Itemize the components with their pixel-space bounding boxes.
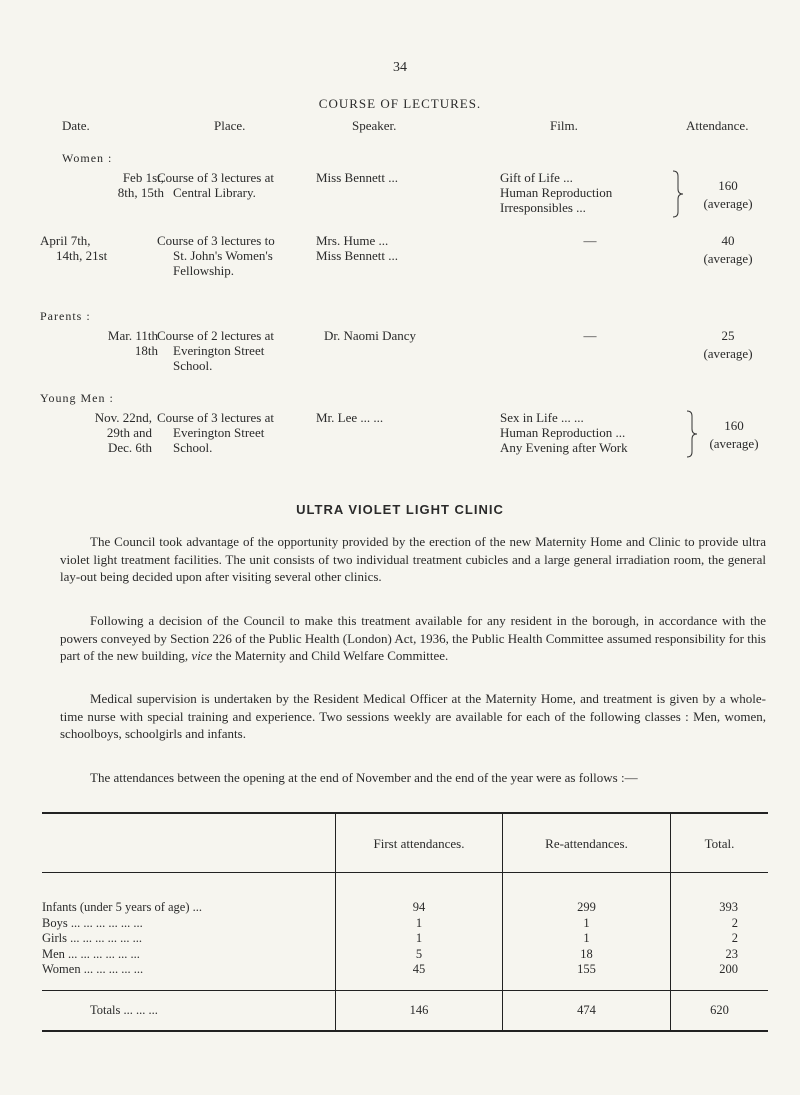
header-speaker: Speaker. xyxy=(352,118,397,133)
header-date: Date. xyxy=(62,118,90,133)
clinic-title: ULTRA VIOLET LIGHT CLINIC xyxy=(296,502,504,517)
first-attendances-column xyxy=(336,900,502,978)
date-line: Dec. 6th xyxy=(107,440,152,455)
place-line: Course of 3 lectures to xyxy=(157,233,275,248)
table-cell: 200 xyxy=(719,962,738,977)
film-line: Any Evening after Work xyxy=(500,440,628,455)
paragraph-italic: vice xyxy=(191,648,213,663)
date-line: Nov. 22nd, xyxy=(94,410,152,425)
table-header-rule xyxy=(42,872,768,873)
entry-film xyxy=(500,410,690,455)
entry-place xyxy=(157,410,317,455)
place-line: School. xyxy=(173,358,213,373)
date-line: 14th, 21st xyxy=(56,248,108,263)
totals-first: 146 xyxy=(409,1003,429,1017)
totals-re: 474 xyxy=(577,1003,596,1017)
header-attendance: Attendance. xyxy=(686,118,749,133)
attendance-value: 25 xyxy=(721,328,735,343)
attendance-value: 40 xyxy=(721,233,735,248)
entry-speaker xyxy=(316,233,486,263)
table-cell: 23 xyxy=(725,946,738,961)
speaker-line: Miss Bennett ... xyxy=(316,170,398,185)
clinic-paragraph-2 xyxy=(60,612,766,665)
date-line: 18th xyxy=(134,343,158,358)
entry-film xyxy=(500,170,680,215)
re-attendances-column xyxy=(503,900,670,978)
attendance-value: 160 xyxy=(718,178,738,193)
speaker-line: Mr. Lee ... ... xyxy=(316,410,384,425)
attendance-note: (average) xyxy=(703,196,753,211)
table-cell: 299 xyxy=(577,900,596,914)
table-row-labels xyxy=(42,900,332,978)
table-header: Total. xyxy=(704,836,735,851)
entry-attendance xyxy=(688,233,768,266)
totals-total: 620 xyxy=(710,1003,729,1017)
date-line: 8th, 15th xyxy=(117,185,164,200)
table-cell: 393 xyxy=(719,900,738,914)
clinic-paragraph-1: The Council took advantage of the opportunity provided by the erection of the new Maternity Home and Clinic to provide ultra violet light treatment facilities. The unit consists of two individual treatment cubicles and a large general irradiation room, the general lay-out being decided upon after visiting several other clinics. xyxy=(60,534,766,584)
entry-attendance xyxy=(688,178,768,211)
table-cell: 1 xyxy=(415,931,423,946)
paragraph-text: the Maternity and Child Welfare Committee. xyxy=(215,648,449,663)
place-line: Course of 2 lectures at xyxy=(157,328,274,343)
table-bottom-rule xyxy=(42,1030,768,1032)
clinic-paragraph-4: The attendances between the opening at the end of November and the end of the year were as follows :— xyxy=(90,770,638,785)
paragraph-text: Following a decision of the Council to make this treatment available for any resident in the borough, in accordance with the powers conveyed by Section 226 of the Public Health (London) Act, 1936, the Public Health Committee assumed responsibility for this part of the new building, xyxy=(60,613,766,663)
table-header: First attendances. xyxy=(373,836,465,851)
totals-label: Totals ... ... ... xyxy=(90,1003,158,1017)
attendance-note: (average) xyxy=(703,346,753,361)
table-cell: 18 xyxy=(580,946,593,961)
date-line: Feb 1st, xyxy=(122,170,164,185)
table-header: Re-attendances. xyxy=(545,836,628,851)
section-young-men: Young Men : xyxy=(40,391,114,405)
attendance-value: 160 xyxy=(724,418,744,433)
table-cell: 2 xyxy=(731,931,738,946)
table-cell: 155 xyxy=(577,962,596,977)
place-line: St. John's Women's xyxy=(173,248,273,263)
entry-film xyxy=(560,328,620,343)
attendance-note: (average) xyxy=(703,251,753,266)
table-cell: 1 xyxy=(583,931,590,946)
header-film: Film. xyxy=(550,118,578,133)
header-place: Place. xyxy=(214,118,246,133)
film-line: Gift of Life ... xyxy=(500,170,573,185)
row-label: Infants (under 5 years of age) ... xyxy=(42,900,203,914)
table-cell: 45 xyxy=(412,962,426,977)
place-line: Fellowship. xyxy=(173,263,235,278)
date-line: Mar. 11th xyxy=(107,328,158,343)
table-cell: 1 xyxy=(415,915,423,930)
date-line: 29th and xyxy=(106,425,152,440)
entry-film xyxy=(560,233,620,248)
speaker-line: Dr. Naomi Dancy xyxy=(324,328,417,343)
section-women: Women : xyxy=(62,151,113,165)
entry-date xyxy=(40,233,164,263)
entry-place xyxy=(157,233,317,278)
table-cell: 94 xyxy=(412,900,426,914)
place-line: Course of 3 lectures at xyxy=(157,410,274,425)
row-label: Girls ... ... ... ... ... ... xyxy=(42,931,142,946)
film-line: Sex in Life ... ... xyxy=(500,410,584,425)
page-number: 34 xyxy=(393,60,407,75)
total-column xyxy=(671,900,768,978)
row-label: Boys ... ... ... ... ... ... xyxy=(42,915,143,930)
lectures-title: COURSE OF LECTURES. xyxy=(318,96,482,111)
entry-date xyxy=(40,328,158,358)
table-top-rule xyxy=(42,812,768,814)
row-label: Women ... ... ... ... ... xyxy=(42,962,144,977)
place-line: Everington Street xyxy=(173,343,265,358)
table-totals-rule xyxy=(42,990,768,991)
date-line: April 7th, xyxy=(40,233,91,248)
section-parents: Parents : xyxy=(40,309,91,323)
film-line: — xyxy=(583,233,597,248)
entry-attendance xyxy=(696,418,772,451)
table-cell: 2 xyxy=(731,915,738,930)
entry-speaker xyxy=(324,328,494,343)
place-line: Central Library. xyxy=(173,185,256,200)
entry-place xyxy=(157,328,317,373)
entry-date xyxy=(40,410,152,455)
film-line: — xyxy=(583,328,597,343)
entry-date xyxy=(74,170,164,200)
right-brace-icon xyxy=(670,170,686,218)
attendance-note: (average) xyxy=(709,436,759,451)
place-line: Everington Street xyxy=(173,425,265,440)
table-cell: 1 xyxy=(583,915,590,930)
entry-speaker xyxy=(316,170,486,185)
entry-place xyxy=(157,170,317,200)
entry-attendance xyxy=(688,328,768,361)
clinic-paragraph-3: Medical supervision is undertaken by the Resident Medical Officer at the Maternity Home, and treatment is given by a whole-time nurse with special training and experience. Two sessions weekly are available for each of the following classes : Men, women, schoolboys, schoolgirls and infants. xyxy=(60,691,766,741)
film-line: Irresponsibles ... xyxy=(500,200,586,215)
speaker-line: Mrs. Hume ... xyxy=(316,233,389,248)
row-label: Men ... ... ... ... ... ... xyxy=(42,946,140,961)
place-line: School. xyxy=(173,440,213,455)
film-line: Human Reproduction xyxy=(500,185,613,200)
film-line: Human Reproduction ... xyxy=(500,425,626,440)
place-line: Course of 3 lectures at xyxy=(157,170,274,185)
speaker-line: Miss Bennett ... xyxy=(316,248,398,263)
entry-speaker xyxy=(316,410,486,425)
table-cell: 5 xyxy=(415,946,423,961)
